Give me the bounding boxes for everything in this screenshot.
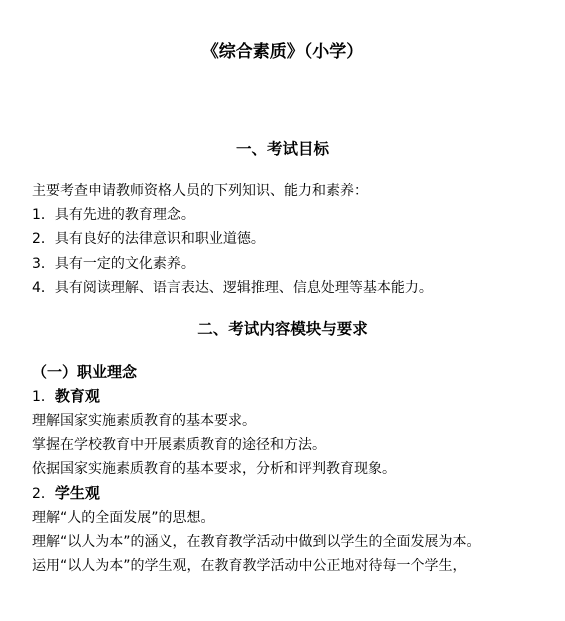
section-heading-exam-goals: 一、考试目标 <box>235 140 329 158</box>
topic2-line-1: 理解“人的全面发展”的思想。 <box>32 510 215 526</box>
topic-number: 2． <box>32 486 55 502</box>
document-title: 《综合素质》（小学） <box>201 42 364 62</box>
goal-item-1: 1．具有先进的教育理念。 <box>32 207 195 223</box>
section-heading-content-modules: 二、考试内容模块与要求 <box>197 320 368 338</box>
topic2-line-3: 运用“以人为本”的学生观，在教育教学活动中公正地对待每一个学生， <box>32 558 467 574</box>
topic1-line-2: 掌握在学校教育中开展素质教育的途径和方法。 <box>32 437 326 453</box>
goal-item-2: 2．具有良好的法律意识和职业道德。 <box>32 231 265 247</box>
goal-item-4: 4．具有阅读理解、语言表达、逻辑推理、信息处理等基本能力。 <box>32 280 433 296</box>
topic-heading-education-view <box>32 385 100 408</box>
topic-number: 1． <box>32 389 55 405</box>
goal-item-3: 3．具有一定的文化素养。 <box>32 256 195 272</box>
topic1-line-1: 理解国家实施素质教育的基本要求。 <box>32 413 256 429</box>
topic-heading-student-view <box>32 482 100 505</box>
topic-label: 学生观 <box>54 484 100 502</box>
section-intro: 主要考查申请教师资格人员的下列知识、能力和素养： <box>32 183 368 199</box>
topic1-line-3: 依据国家实施素质教育的基本要求，分析和评判教育现象。 <box>32 461 396 477</box>
topic-label: 教育观 <box>54 387 100 405</box>
part-heading-professional-philosophy: （一）职业理念 <box>32 363 138 381</box>
topic2-line-2: 理解“以人为本”的涵义，在教育教学活动中做到以学生的全面发展为本。 <box>32 534 481 550</box>
